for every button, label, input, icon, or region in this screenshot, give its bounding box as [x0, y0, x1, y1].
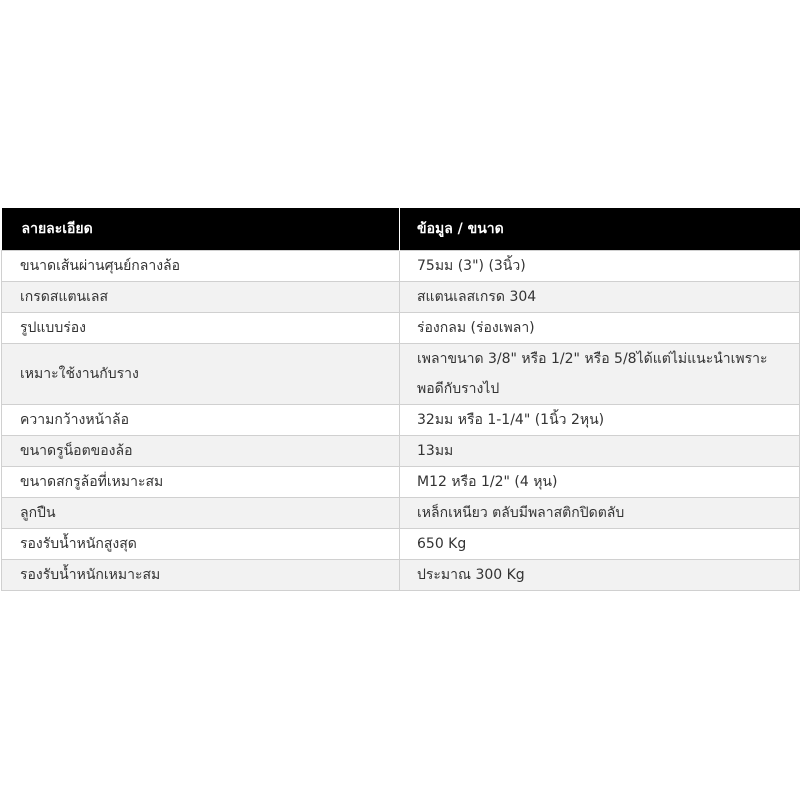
row-value: 75มม (3") (3นิ้ว) — [400, 250, 800, 281]
row-label: ขนาดรูน็อตของล้อ — [2, 435, 400, 466]
row-label: เหมาะใช้งานกับราง — [2, 343, 400, 404]
table-row — [2, 404, 800, 435]
table-row — [2, 497, 800, 528]
table-row — [2, 466, 800, 497]
row-label: รูปแบบร่อง — [2, 312, 400, 343]
row-value: 13มม — [400, 435, 800, 466]
row-value: 650 Kg — [400, 528, 800, 559]
row-label: รองรับน้ำหนักเหมาะสม — [2, 559, 400, 590]
table-row — [2, 343, 800, 404]
row-label: เกรดสแตนเลส — [2, 281, 400, 312]
header-detail: ลายละเอียด — [2, 208, 400, 250]
table-row — [2, 312, 800, 343]
header-value: ข้อมูล / ขนาด — [400, 208, 800, 250]
spec-table — [1, 208, 800, 591]
row-value: เหล็กเหนียว ตลับมีพลาสติกปิดตลับ — [400, 497, 800, 528]
row-label: ความกว้างหน้าล้อ — [2, 404, 400, 435]
row-label: รองรับน้ำหนักสูงสุด — [2, 528, 400, 559]
row-value: 32มม หรือ 1-1/4" (1นิ้ว 2หุน) — [400, 404, 800, 435]
row-label: ลูกปืน — [2, 497, 400, 528]
row-value: ร่องกลม (ร่องเพลา) — [400, 312, 800, 343]
table-row — [2, 250, 800, 281]
row-value: M12 หรือ 1/2" (4 หุน) — [400, 466, 800, 497]
row-label: ขนาดเส้นผ่านศุนย์กลางล้อ — [2, 250, 400, 281]
table-row — [2, 281, 800, 312]
table-row — [2, 435, 800, 466]
table-row — [2, 559, 800, 590]
row-value: ประมาณ 300 Kg — [400, 559, 800, 590]
table-row — [2, 528, 800, 559]
header-row — [2, 208, 800, 250]
row-value: เพลาขนาด 3/8" หรือ 1/2" หรือ 5/8ได้แต่ไม่แนะนำเพราะพอดีกับรางไป — [400, 343, 800, 404]
row-value: สแตนเลสเกรด 304 — [400, 281, 800, 312]
row-label: ขนาดสกรูล้อที่เหมาะสม — [2, 466, 400, 497]
